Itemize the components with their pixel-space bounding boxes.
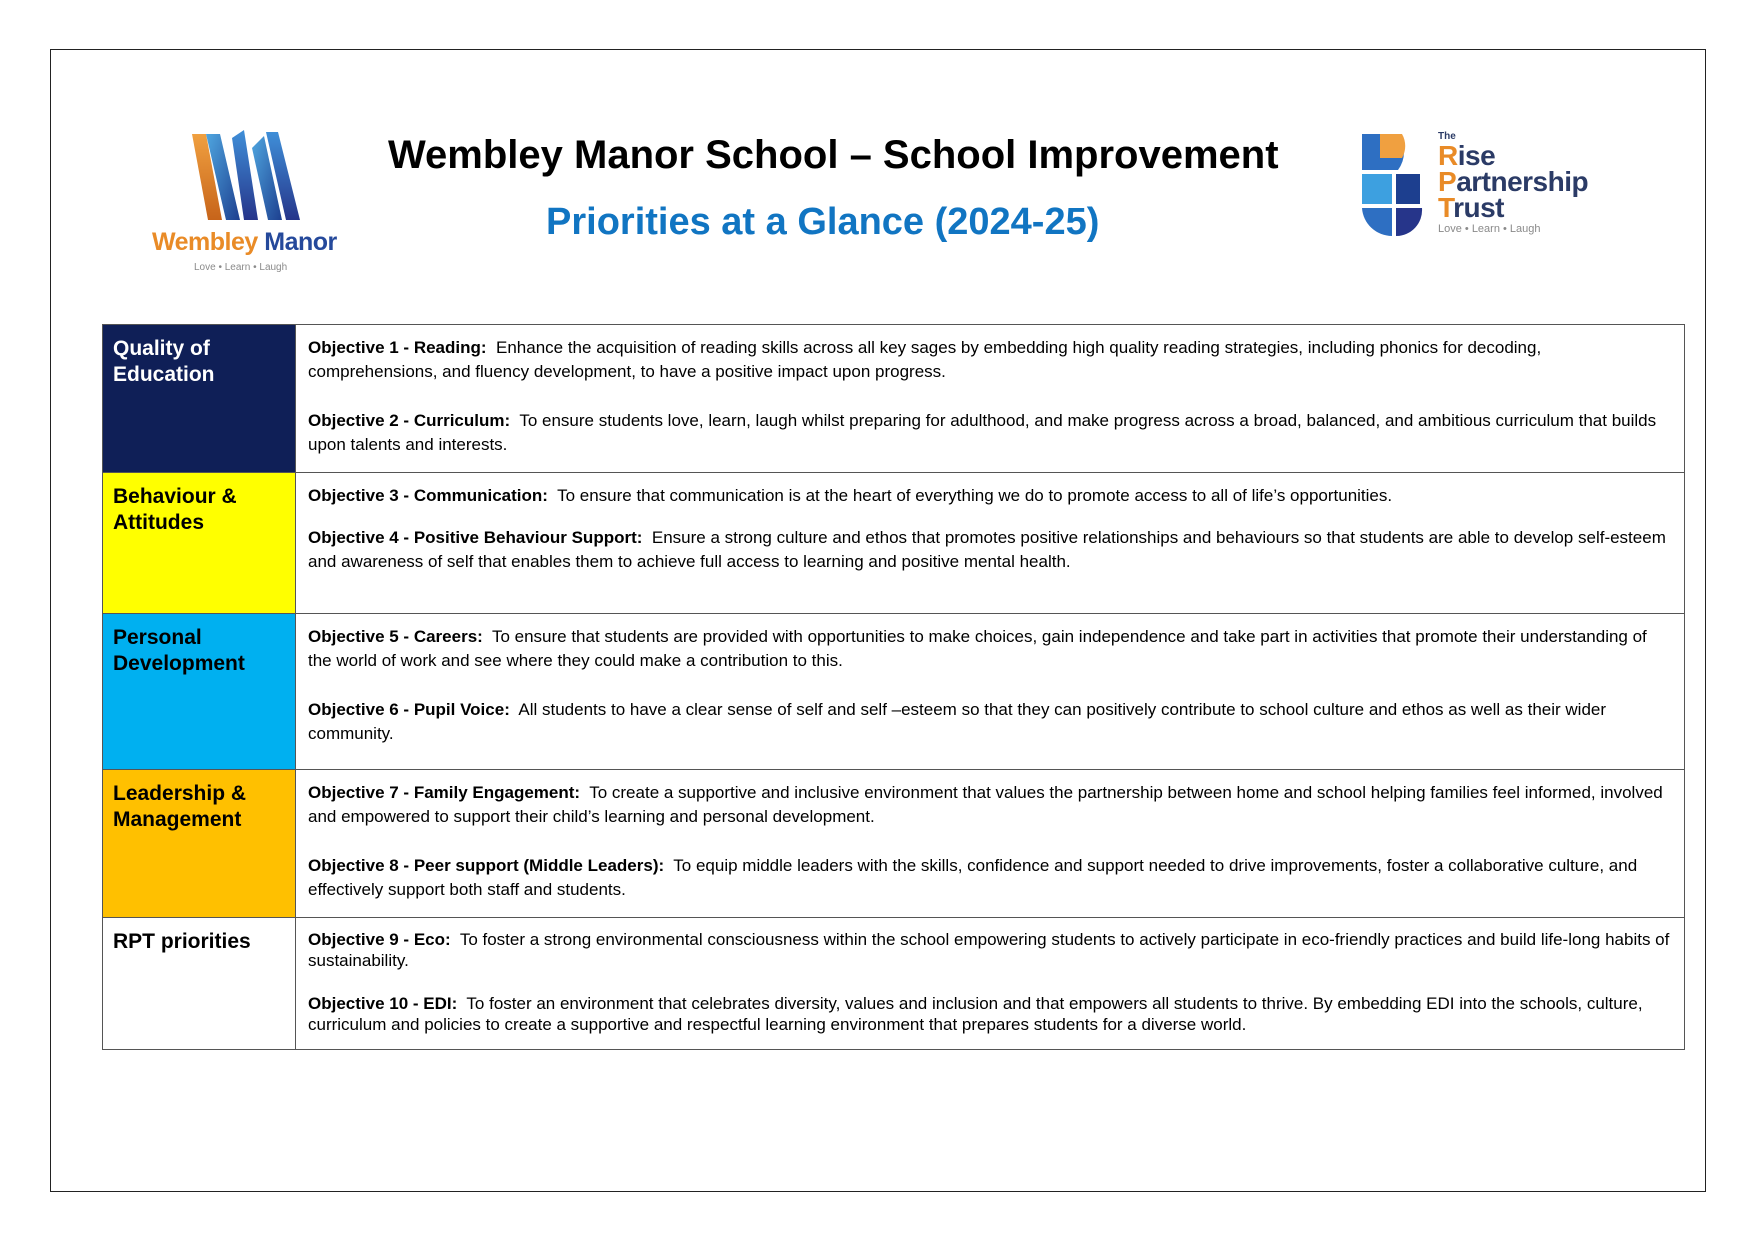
objective-8: Objective 8 - Peer support (Middle Leaders): To equip middle leaders with the skills, confidence and support needed to drive improvements, foster a collaborative culture, and effectively support both staff and students. <box>308 856 1638 899</box>
priority-row-quality-of-education <box>103 325 1685 473</box>
wm-monogram-icon <box>140 128 340 228</box>
priority-row-leadership-management <box>103 770 1685 918</box>
priority-row-personal-development <box>103 614 1685 770</box>
category-cell: Leadership & Management <box>103 770 296 918</box>
page-title: Wembley Manor School – School Improvement <box>388 133 1279 177</box>
rpt-emblem-icon <box>1358 130 1432 240</box>
objective-6: Objective 6 - Pupil Voice: All students to have a clear sense of self and self –esteem so that they can positively contribute to school culture and ethos as well as their wider community. <box>308 700 1607 743</box>
objective-4: Objective 4 - Positive Behaviour Support: Ensure a strong culture and ethos that promotes positive relationships and behaviours so that students are able to develop self-esteem and awareness of self that enables them to achieve full access to learning and positive mental health. <box>308 528 1666 571</box>
objective-3: Objective 3 - Communication: To ensure that communication is at the heart of everything we do to promote access to all of life’s opportunities. <box>308 486 1393 505</box>
rise-partnership-trust-logo <box>1358 130 1598 250</box>
rpt-wordmark: The Rise Partnership Trust Love • Learn • Laugh <box>1438 131 1589 235</box>
category-cell: Quality of Education <box>103 325 296 473</box>
objectives-cell <box>296 473 1685 614</box>
category-cell: Behaviour & Attitudes <box>103 473 296 614</box>
wembley-manor-tagline: Love • Learn • Laugh <box>194 262 288 273</box>
priorities-table <box>102 324 1685 1050</box>
objective-10: Objective 10 - EDI: To foster an environment that celebrates diversity, values and inclusion and that empowers all students to thrive. By embedding EDI into the schools, culture, curriculum and policies to create a supportive and respectful learning environment that prepares students for a diverse world. <box>308 994 1643 1034</box>
priority-row-behaviour-attitudes <box>103 473 1685 614</box>
objective-5: Objective 5 - Careers: To ensure that students are provided with opportunities to make choices, gain independence and take part in activities that promote their understanding of the world of work and see where they could make a contribution to this. <box>308 627 1647 670</box>
wembley-manor-wordmark: Wembley Manor <box>152 228 337 256</box>
objectives-cell <box>296 770 1685 918</box>
page-subtitle: Priorities at a Glance (2024-25) <box>546 201 1100 243</box>
objectives-cell <box>296 918 1685 1050</box>
objectives-cell <box>296 325 1685 473</box>
priority-row-rpt-priorities <box>103 918 1685 1050</box>
objective-9: Objective 9 - Eco: To foster a strong environmental consciousness within the school empowering students to actively participate in eco-friendly practices and build life-long habits of sustainability. <box>308 930 1670 970</box>
objective-1: Objective 1 - Reading: Enhance the acquisition of reading skills across all key sages by embedding high quality reading strategies, including phonics for decoding, comprehensions, and fluency development, to have a positive impact upon progress. <box>308 338 1542 381</box>
wembley-manor-logo <box>140 128 360 278</box>
category-cell: RPT priorities <box>103 918 296 1050</box>
objective-2: Objective 2 - Curriculum: To ensure students love, learn, laugh whilst preparing for adulthood, and make progress across a broad, balanced, and ambitious curriculum that builds upon talents and interests. <box>308 411 1657 454</box>
objective-7: Objective 7 - Family Engagement: To create a supportive and inclusive environment that values the partnership between home and school helping families feel informed, involved and empowered to support their child’s learning and personal development. <box>308 783 1663 826</box>
objectives-cell <box>296 614 1685 770</box>
category-cell: Personal Development <box>103 614 296 770</box>
